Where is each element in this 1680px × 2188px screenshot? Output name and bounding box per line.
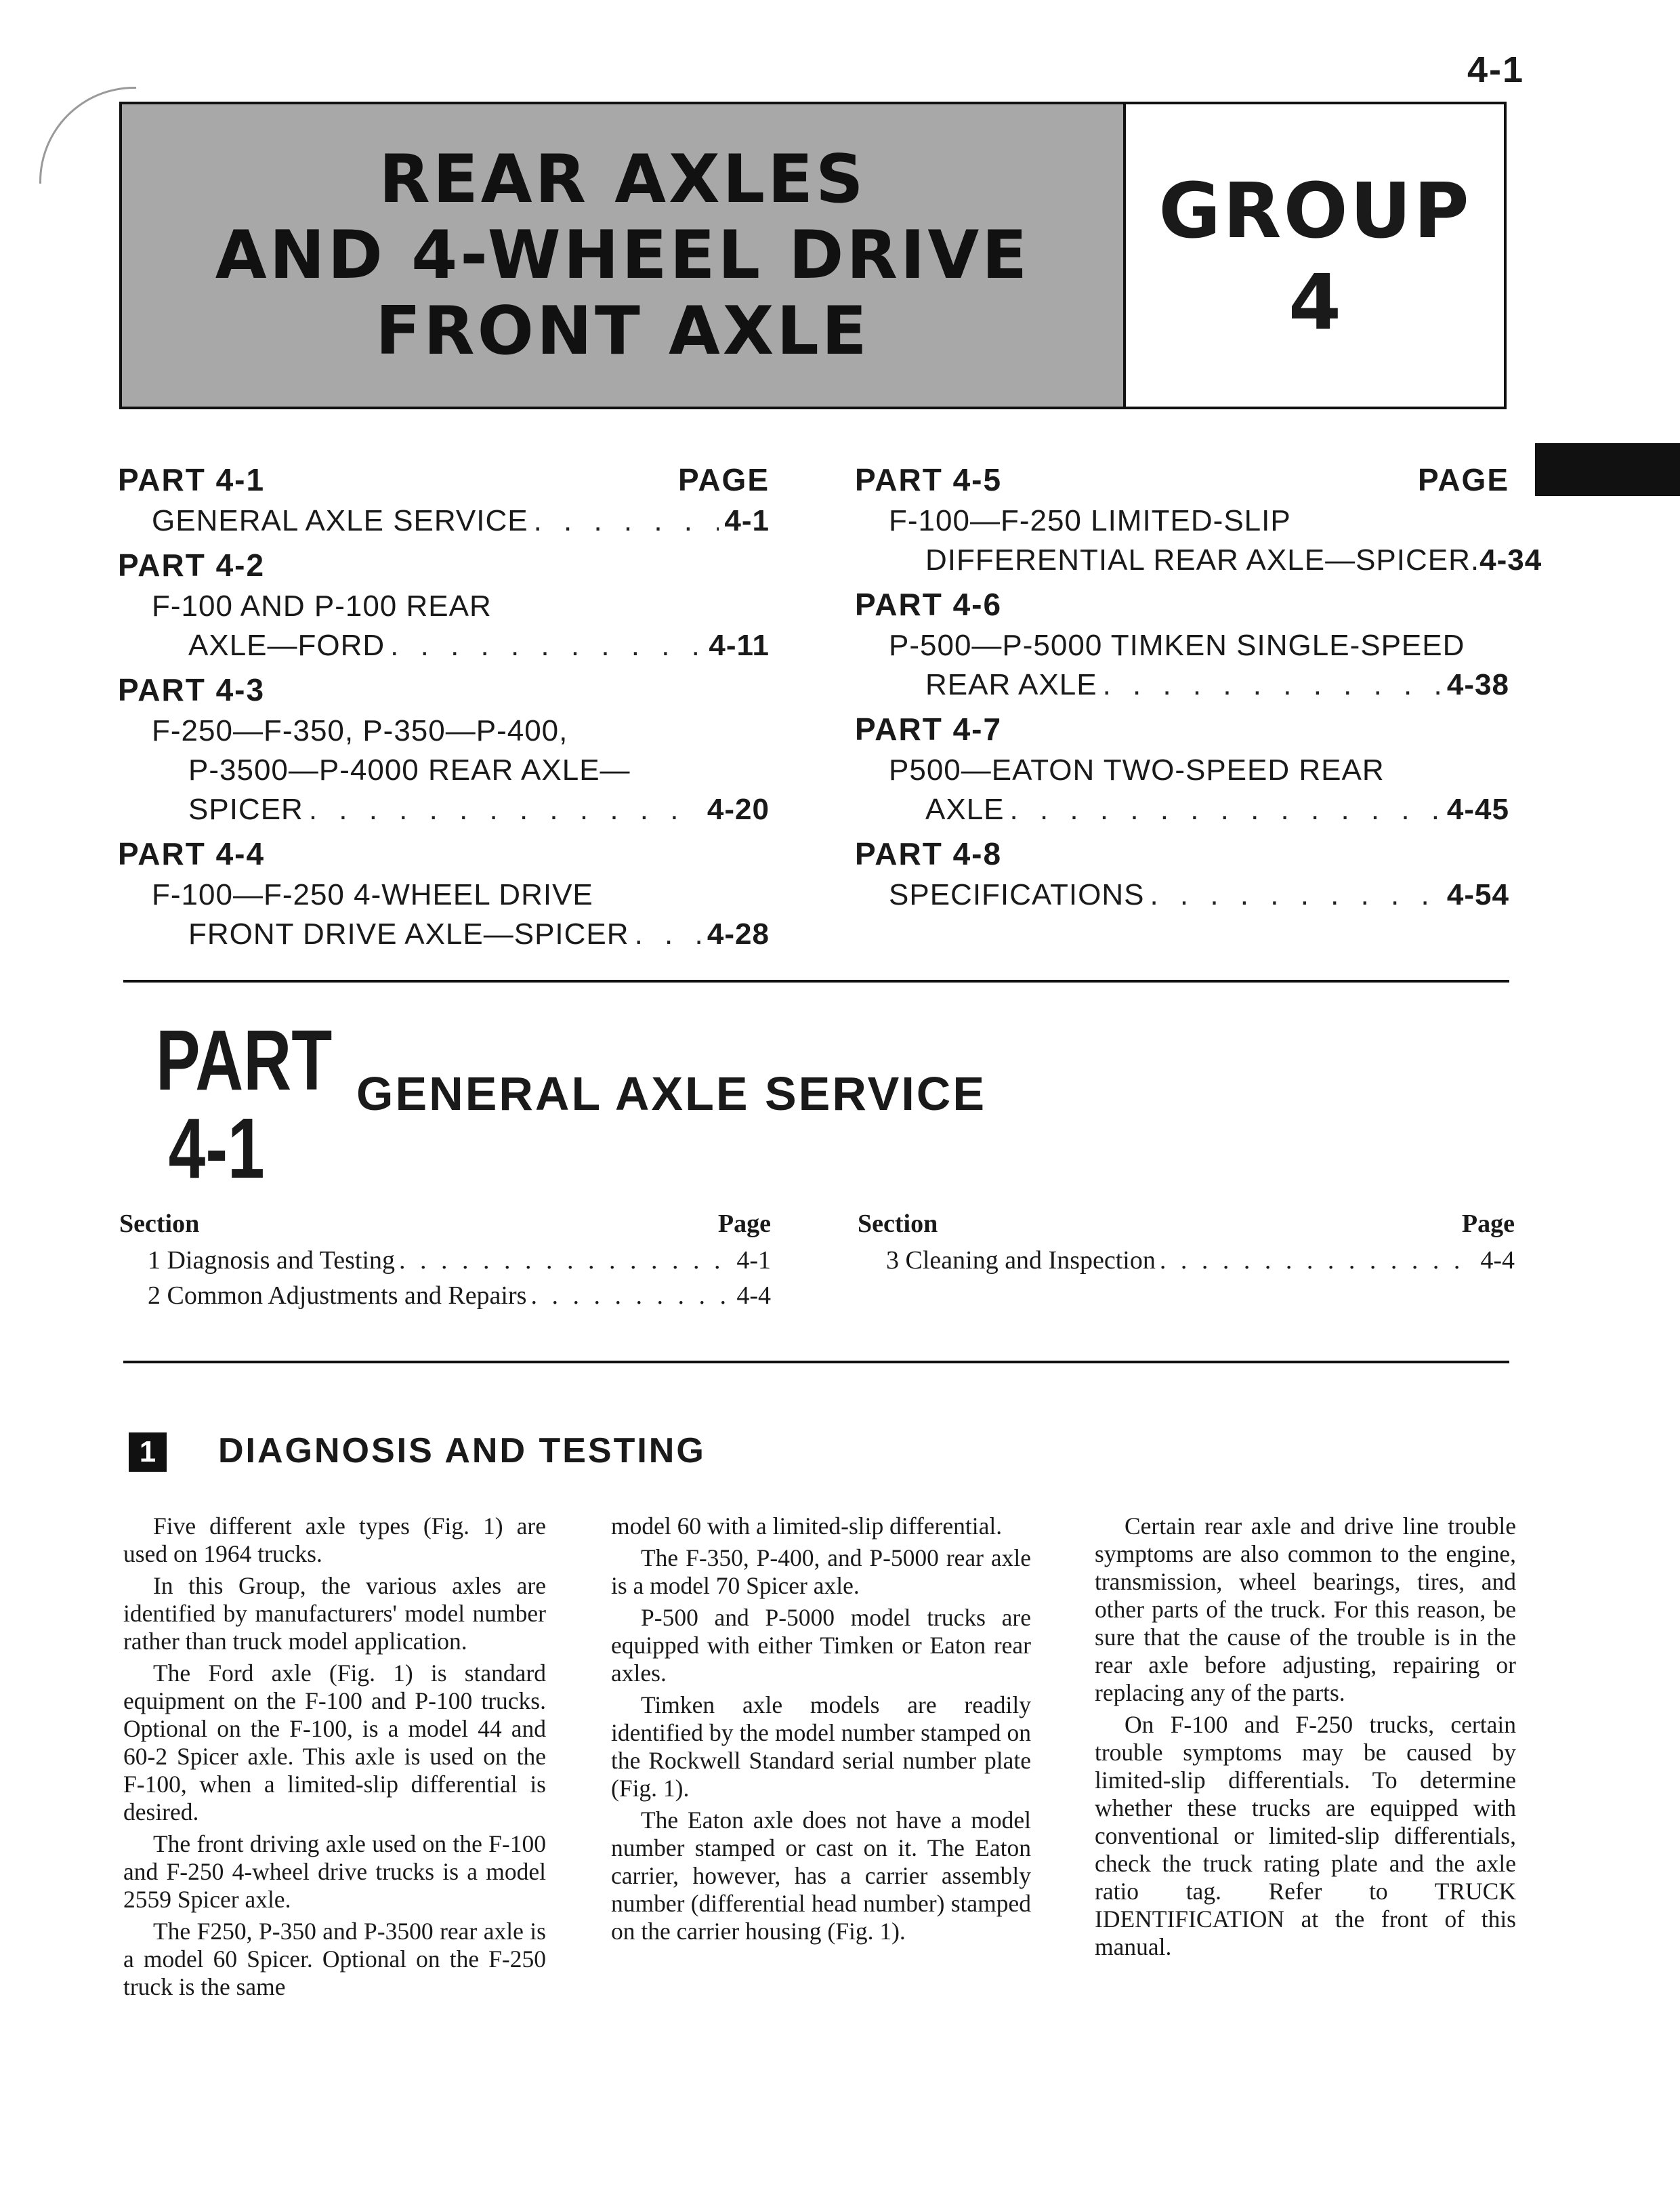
page-label: Page <box>717 1210 771 1238</box>
section-index-text: 2 Common Adjustments and Repairs <box>148 1281 527 1310</box>
toc-entry-text: F-250—F-350, P-350—P-400, <box>152 714 568 747</box>
section-index-entry <box>119 1243 771 1278</box>
toc-entry <box>855 626 1509 665</box>
toc-entry-page: 4-11 <box>709 629 770 662</box>
body-paragraph: The F-350, P-400, and P-5000 rear axle is a model 70 Spicer axle. <box>611 1544 1031 1599</box>
toc-left-column <box>118 458 770 954</box>
body-paragraph: On F-100 and F-250 trucks, certain trouble symptoms may be caused by limited-slip differentials. To determine whether these trucks are equipped with conventional or limited-slip differentials, check the truck rating plate and the axle ratio tag. Refer to TRUCK IDENTIFICATION at the front of this manual. <box>1095 1711 1516 1960</box>
toc-entry-page: 4-1 <box>724 504 770 537</box>
toc-entry-page: 4-45 <box>1446 793 1509 826</box>
section-leader-dots <box>1160 1243 1476 1278</box>
toc-part-header <box>855 458 1509 501</box>
toc-leader-dots <box>1010 790 1442 829</box>
toc-entry <box>118 711 770 751</box>
body-paragraph: model 60 with a limited-slip differential. <box>611 1512 1003 1540</box>
toc-entry <box>855 875 1509 915</box>
section-index-text: 3 Cleaning and Inspection <box>886 1246 1156 1275</box>
part-title: GENERAL AXLE SERVICE <box>356 1067 987 1120</box>
toc-part-header <box>118 458 770 501</box>
section-heading: DIAGNOSIS AND TESTING <box>218 1431 706 1470</box>
toc-leader-dots <box>1150 875 1441 915</box>
body-paragraph: Timken axle models are readily identified by the model number stamped on the Rockwell Standard serial number plate (Fig. 1). <box>611 1691 1031 1802</box>
toc-part-label: PART 4-4 <box>118 836 266 871</box>
toc-entry <box>855 751 1509 790</box>
toc-leader-dots <box>309 790 702 829</box>
toc-entry-page: 4-54 <box>1446 878 1509 911</box>
toc-entry-text: REAR AXLE <box>925 668 1097 701</box>
toc-right-column <box>855 458 1542 915</box>
page-number: 4-1 <box>1467 49 1524 90</box>
group-header <box>119 102 1507 409</box>
toc-entry-text: P-3500—P-4000 REAR AXLE— <box>188 754 631 787</box>
body-column-1 <box>123 1512 546 2005</box>
divider-rule <box>123 980 1509 983</box>
body-column-2 <box>611 1512 1031 1949</box>
section-leader-dots <box>399 1243 732 1278</box>
toc-entry <box>855 541 1542 580</box>
section-label: Section <box>119 1210 200 1238</box>
group-number: 4 <box>1288 259 1341 347</box>
body-paragraph: P-500 and P-5000 model trucks are equipped with either Timken or Eaton rear axles. <box>611 1604 1031 1687</box>
section-index-left <box>119 1205 771 1313</box>
toc-entry-text: DIFFERENTIAL REAR AXLE—SPICER. <box>925 543 1480 577</box>
toc-part-label: PART 4-1 <box>118 462 266 497</box>
toc-part-label: PART 4-5 <box>855 462 1003 497</box>
group-thumb-tab <box>1535 443 1680 496</box>
toc-leader-dots <box>1103 665 1442 705</box>
toc-entry <box>855 501 1509 541</box>
group-title-line: FRONT AXLE <box>375 293 870 370</box>
divider-rule <box>123 1361 1509 1363</box>
toc-entry <box>855 790 1509 829</box>
toc-entry-page: 4-34 <box>1479 543 1542 577</box>
section-number-badge: 1 <box>129 1432 167 1472</box>
section-index-entry <box>119 1278 771 1313</box>
section-index-page: 4-1 <box>736 1246 771 1275</box>
toc-entry-text: AXLE—FORD <box>188 629 385 662</box>
toc-entry-page: 4-28 <box>707 917 770 951</box>
toc-part-label: PART 4-6 <box>855 587 1003 622</box>
toc-entry-text: P-500—P-5000 TIMKEN SINGLE-SPEED <box>889 629 1465 662</box>
toc-entry-text: F-100 AND P-100 REAR <box>152 590 492 623</box>
toc-part-label: PART 4-2 <box>118 548 266 583</box>
toc-entry <box>118 790 770 829</box>
section-label: Section <box>858 1210 938 1238</box>
section-index-page: 4-4 <box>736 1281 771 1310</box>
body-paragraph: The Eaton axle does not have a model number stamped or cast on it. The Eaton carrier, however, has a carrier assembly number (differential head number) stamped on the carrier housing (Fig. 1). <box>611 1807 1031 1945</box>
toc-entry-text: F-100—F-250 4-WHEEL DRIVE <box>152 878 593 911</box>
group-title-line: AND 4-WHEEL DRIVE <box>215 217 1030 294</box>
group-title-panel <box>122 104 1126 407</box>
section-index-page: 4-4 <box>1480 1246 1515 1275</box>
toc-entry <box>118 875 770 915</box>
section-index-header <box>119 1205 771 1243</box>
toc-part-label: PART 4-8 <box>855 836 1003 871</box>
toc-entry <box>118 626 770 665</box>
body-paragraph: Five different axle types (Fig. 1) are used on 1964 trucks. <box>123 1512 546 1567</box>
toc-entry <box>118 751 770 790</box>
toc-entry-text: P500—EATON TWO-SPEED REAR <box>889 754 1385 787</box>
toc-entry-text: SPICER <box>188 793 303 826</box>
body-paragraph: The front driving axle used on the F-100 and F-250 4-wheel drive trucks is a model 2559 Spicer axle. <box>123 1830 546 1913</box>
section-index-text: 1 Diagnosis and Testing <box>148 1246 396 1275</box>
toc-leader-dots <box>534 501 719 541</box>
toc-leader-dots <box>390 626 703 665</box>
toc-part-label: PART 4-7 <box>855 711 1003 747</box>
toc-entry <box>118 915 770 954</box>
section-index-entry <box>858 1243 1515 1278</box>
body-column-3 <box>1095 1512 1516 1965</box>
toc-entry-page: 4-20 <box>707 793 770 826</box>
toc-entry-text: FRONT DRIVE AXLE—SPICER <box>188 917 629 951</box>
toc-entry-text: SPECIFICATIONS <box>889 878 1145 911</box>
toc-part-label: PART 4-3 <box>118 672 266 707</box>
body-paragraph: The F250, P-350 and P-3500 rear axle is a model 60 Spicer. Optional on the F-250 truck is the same <box>123 1918 546 2000</box>
group-label: GROUP <box>1158 167 1471 255</box>
toc-page-label: PAGE <box>1418 462 1509 497</box>
toc-entry-text: F-100—F-250 LIMITED-SLIP <box>889 504 1291 537</box>
toc-leader-dots <box>635 915 702 954</box>
toc-entry-text: AXLE <box>925 793 1005 826</box>
toc-page-label: PAGE <box>678 462 770 497</box>
section-index-header <box>858 1205 1515 1243</box>
toc-entry <box>118 587 770 626</box>
toc-entry <box>118 501 770 541</box>
body-paragraph: In this Group, the various axles are identified by manufacturers' model number rather than truck model application. <box>123 1572 546 1655</box>
body-paragraph: The Ford axle (Fig. 1) is standard equipment on the F-100 and P-100 trucks. Optional on the F-100, is a model 44 and 60-2 Spicer axle. This axle is used on the F-100, when a limited-slip differential is desired. <box>123 1659 546 1825</box>
toc-entry <box>855 665 1509 705</box>
toc-entry-page: 4-38 <box>1446 668 1509 701</box>
page-label: Page <box>1461 1210 1515 1238</box>
part-word: PART <box>156 1012 333 1108</box>
group-number-panel <box>1126 104 1504 407</box>
part-number: 4-1 <box>168 1100 265 1196</box>
group-title-line: REAR AXLES <box>379 141 866 218</box>
body-paragraph: Certain rear axle and drive line trouble symptoms are also common to the engine, transmission, wheel bearings, tires, and other parts of the truck. For this reason, be sure that the cause of the trouble is in the rear axle before adjusting, repairing or replacing any of the parts. <box>1095 1512 1516 1706</box>
part-number-block <box>156 1012 333 1196</box>
section-index-right <box>858 1205 1515 1278</box>
toc-entry-text: GENERAL AXLE SERVICE <box>152 504 528 537</box>
section-leader-dots <box>530 1278 732 1313</box>
